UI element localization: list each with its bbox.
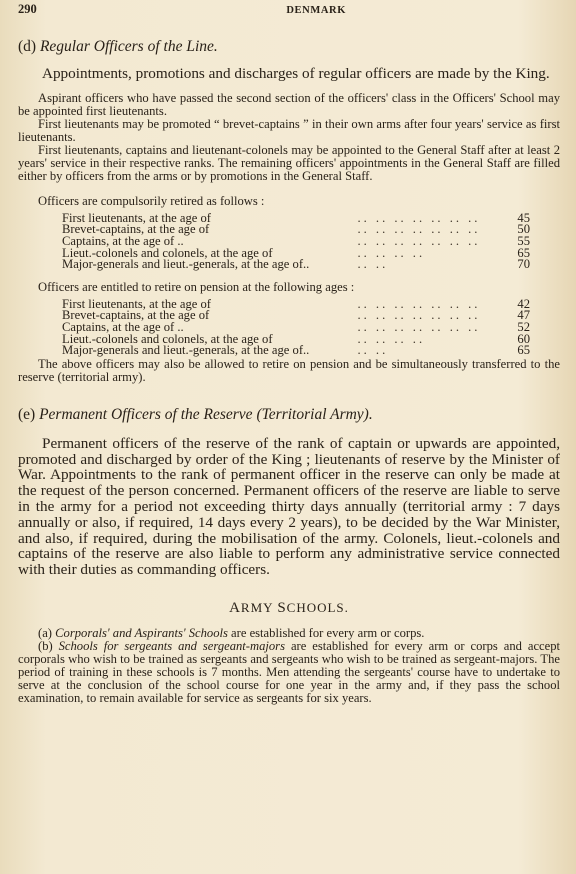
age-cell: 70 bbox=[517, 257, 530, 272]
leader-dots: .. .. .. .. .. .. .. bbox=[357, 235, 481, 248]
schools-item-b bbox=[18, 640, 560, 705]
section-d-paragraph: First lieutenants, captains and lieutenant-colonels may be appointed to the General Staff after at least 2 years' service in their respective ranks. The remaining officers' appointments in the General Staff are filled either by officers from the arms or by promotions in the General Staff. bbox=[18, 142, 560, 183]
schools-item-a-title: Corporals' and Aspirants' Schools bbox=[55, 625, 228, 640]
army-schools-heading: ARMY SCHOOLS. bbox=[229, 599, 349, 616]
leader-dots: .. .. .. .. .. .. .. bbox=[357, 212, 481, 225]
age-cell: 65 bbox=[517, 343, 530, 358]
rank-cell: First lieutenants, at the age of bbox=[62, 210, 211, 225]
pension-retirement-intro: Officers are entitled to retire on pension at the following ages : bbox=[38, 279, 355, 294]
section-e-label: (e) bbox=[18, 405, 36, 423]
rank-cell: Lieut.-colonels and colonels, at the age of bbox=[62, 331, 273, 346]
compulsory-retirement-table bbox=[62, 210, 538, 272]
leader-dots: .. .. bbox=[357, 345, 389, 357]
section-d-heading bbox=[18, 38, 560, 56]
schools-item-b-label: (b) bbox=[38, 638, 53, 653]
age-cell: 52 bbox=[517, 319, 530, 334]
rank-cell: Brevet-captains, at the age of bbox=[62, 308, 210, 323]
rank-cell: Major-generals and lieut.-generals, at the age of.. bbox=[62, 257, 310, 272]
rank-cell: Lieut.-colonels and colonels, at the age of bbox=[62, 245, 273, 260]
rank-cell: Major-generals and lieut.-generals, at the age of.. bbox=[62, 343, 310, 358]
schools-item-a-label: (a) bbox=[38, 625, 52, 640]
section-d-paragraph: First lieutenants may be promoted “ brevet-captains ” in their own arms after four years' service as first lieutenants. bbox=[18, 116, 560, 144]
age-cell: 47 bbox=[517, 308, 530, 323]
running-head: DENMARK bbox=[286, 5, 346, 16]
section-d-intro: Appointments, promotions and discharges of regular officers are made by the King. bbox=[42, 65, 550, 82]
leader-dots: .. .. bbox=[357, 259, 389, 271]
rank-cell: Brevet-captains, at the age of bbox=[62, 222, 210, 237]
section-e-body: Permanent officers of the reserve of the rank of captain or upwards are appointed, promoted and discharged by order of the King ; lieutenants of reserve by the Minister of War. Appointments to the rank of permanent officer in the reserve can only be made at the request of the person concerned. Permanent officers of the reserve are liable to serve in the army for a period not exceeding thirty days annually (territorial army : 7 days annually or also, if required, 14 days every 2 years), to be decided by the War Minister, and also, if required, during the mobilisation of the army. Colonels, lieut.-colonels and captains of the reserve are also liable to perform any administrative service connected with their duties as commanding officers. bbox=[18, 434, 560, 579]
rank-cell: First lieutenants, at the age of bbox=[62, 296, 211, 311]
section-d-label: (d) bbox=[18, 38, 37, 55]
section-d-closing: The above officers may also be allowed to retire on pension and be simultaneously transferred to the reserve (territorial army). bbox=[18, 356, 560, 384]
page-number: 290 bbox=[18, 2, 37, 16]
section-d-title: Regular Officers of the Line. bbox=[39, 38, 218, 55]
compulsory-retirement-intro: Officers are compulsorily retired as follows : bbox=[38, 193, 265, 208]
page-header bbox=[18, 2, 560, 20]
age-cell: 65 bbox=[517, 245, 530, 260]
age-cell: 60 bbox=[517, 331, 530, 346]
leader-dots: .. .. .. .. bbox=[357, 333, 426, 346]
schools-item-b-title: Schools for sergeants and sergeant-majors bbox=[58, 638, 285, 653]
age-cell: 50 bbox=[517, 222, 530, 237]
schools-item-b-text: are established for every arm or corps and accept corporals who wish to be trained as sergeants and sergeants who wish to be trained as sergeant-majors. The period of training in these schools is 7 months. Men attending the sergeants' course have to undertake to serve at the conclusion of the school course for one year in the army and, if they pass the school examination, to remain available for service as sergeants for six years. bbox=[18, 638, 561, 705]
table-row bbox=[62, 259, 538, 271]
schools-item-a-text: are established for every arm or corps. bbox=[231, 625, 425, 640]
section-e-title: Permanent Officers of the Reserve (Territorial Army). bbox=[39, 405, 373, 423]
table-row bbox=[62, 345, 538, 357]
section-d-paragraph: Aspirant officers who have passed the second section of the officers' class in the Officers' School may be appointed first lieutenants. bbox=[18, 90, 560, 118]
leader-dots: .. .. .. .. .. .. .. bbox=[357, 321, 481, 334]
rank-cell: Captains, at the age of .. bbox=[62, 319, 184, 334]
leader-dots: .. .. .. .. .. .. .. bbox=[357, 224, 481, 236]
section-e-heading bbox=[18, 406, 560, 424]
rank-cell: Captains, at the age of .. bbox=[62, 233, 184, 248]
leader-dots: .. .. .. .. .. .. .. bbox=[357, 310, 481, 322]
pension-retirement-table bbox=[62, 296, 538, 358]
leader-dots: .. .. .. .. .. .. .. bbox=[357, 298, 481, 311]
age-cell: 45 bbox=[517, 210, 530, 225]
leader-dots: .. .. .. .. bbox=[357, 247, 426, 260]
age-cell: 55 bbox=[517, 233, 530, 248]
age-cell: 42 bbox=[517, 296, 530, 311]
